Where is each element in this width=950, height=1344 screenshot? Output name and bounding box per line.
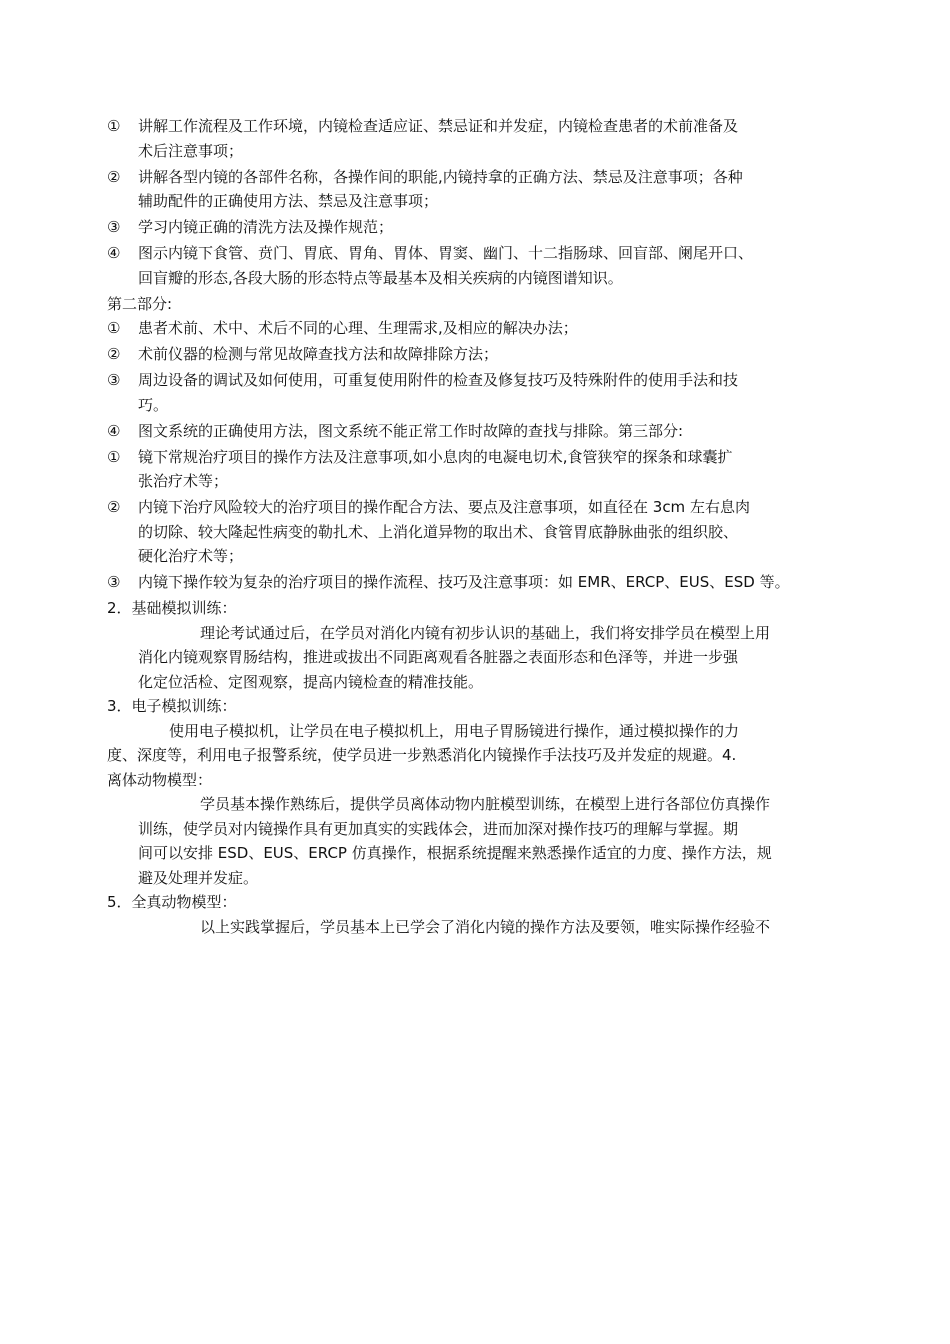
item-number: ④ [107, 421, 121, 440]
paragraph-line: 训练，使学员对内镜操作具有更加真实的实践体会，进而加深对操作技巧的理解与掌握。期 [138, 819, 739, 838]
section2-paragraph [107, 621, 847, 695]
item-line: 镜下常规治疗项目的操作方法及注意事项,如小息肉的电凝电切术,食管狭窄的探条和球囊扩 [138, 447, 733, 466]
item-number: ③ [107, 371, 121, 389]
paragraph-line: 使用电子模拟机，让学员在电子模拟机上，用电子胃肠镜进行操作，通过模拟操作的力 [169, 721, 740, 740]
item-line: 学习内镜正确的清洗方法及操作规范； [138, 218, 394, 236]
part2-heading: 第二部分: [107, 294, 173, 313]
document-body [107, 114, 847, 939]
list-item [107, 241, 847, 290]
list-item [107, 316, 847, 341]
paragraph-line: 避及处理并发症。 [138, 868, 259, 887]
item-number: ③ [107, 218, 121, 236]
paragraph-line: 离体动物模型： [107, 770, 213, 789]
list-item [107, 495, 847, 569]
section5-paragraph [107, 915, 847, 940]
list-item [107, 165, 847, 214]
item-line: 回盲瓣的形态,各段大肠的形态特点等最基本及相关疾病的内镜图谱知识。 [138, 268, 623, 287]
list-item [107, 342, 847, 367]
item-line: 图示内镜下食管、贲门、胃底、胃角、胃体、胃窦、幽门、十二指肠球、回盲部、阑尾开口、 [138, 244, 754, 262]
item-line: 周边设备的调试及如何使用，可重复使用附件的检查及修复技巧及特殊附件的使用手法和技 [138, 371, 739, 389]
paragraph-line: 化定位活检、定图观察，提高内镜检查的精准技能。 [138, 672, 484, 691]
paragraph-line: 间可以安排 ESD、EUS、ERCP 仿真操作，根据系统提醒来熟悉操作适宜的力度、操作方法，规 [138, 844, 772, 862]
list-item [107, 445, 847, 494]
item-number: ④ [107, 244, 121, 262]
item-number: ② [107, 345, 121, 363]
list-item [107, 419, 847, 444]
section3-heading: 3．电子模拟训练： [107, 697, 237, 715]
item-line: 术前仪器的检测与常见故障查找方法和故障排除方法； [138, 345, 499, 363]
item-number: ③ [107, 573, 121, 591]
item-line: 的切除、较大隆起性病变的勒扎术、上消化道异物的取出术、食管胃底静脉曲张的组织胶、 [138, 522, 739, 541]
item-line: 讲解工作流程及工作环境，内镜检查适应证、禁忌证和并发症，内镜检查患者的术前准备及 [138, 117, 739, 135]
section3-paragraph [107, 719, 847, 793]
item-line: 巧。 [138, 395, 169, 414]
paragraph-line: 度、深度等，利用电子报警系统，使学员进一步熟悉消化内镜操作手法技巧及并发症的规避。4. [107, 746, 737, 764]
item-line: 患者术前、术中、术后不同的心理、生理需求,及相应的解决办法； [138, 319, 578, 337]
item-line: 硬化治疗术等； [138, 547, 244, 565]
list-item [107, 368, 847, 417]
list-item [107, 215, 847, 240]
item-line: 辅助配件的正确使用方法、禁忌及注意事项； [138, 192, 439, 210]
section2-heading: 2．基础模拟训练： [107, 599, 237, 617]
paragraph-line: 学员基本操作熟练后，提供学员离体动物内脏模型训练，在模型上进行各部位仿真操作 [200, 795, 771, 813]
paragraph-line: 以上实践掌握后，学员基本上已学会了消化内镜的操作方法及要领，唯实际操作经验不 [200, 917, 771, 936]
item-number: ① [107, 319, 121, 337]
item-number: ② [107, 498, 121, 516]
item-line: 讲解各型内镜的各部件名称，各操作间的职能,内镜持拿的正确方法、禁忌及注意事项；各种 [138, 167, 743, 186]
item-line: 内镜下治疗风险较大的治疗项目的操作配合方法、要点及注意事项，如直径在 3cm 左右息肉 [138, 498, 750, 516]
item-line: 图文系统的正确使用方法，图文系统不能正常工作时故障的查找与排除。第三部分: [138, 421, 684, 440]
item-number: ① [107, 117, 121, 135]
item-line: 张治疗术等； [138, 472, 229, 490]
item-number: ① [107, 447, 121, 466]
paragraph-line: 理论考试通过后，在学员对消化内镜有初步认识的基础上，我们将安排学员在模型上用 [200, 623, 771, 642]
paragraph-line: 消化内镜观察胃肠结构，推进或拔出不同距离观看各脏器之表面形态和色泽等，并进一步强 [138, 648, 739, 666]
item-line: 内镜下操作较为复杂的治疗项目的操作流程、技巧及注意事项：如 EMR、ERCP、EUS、ESD 等。 [138, 573, 790, 591]
item-number: ② [107, 167, 121, 186]
list-item [107, 570, 847, 595]
item-line: 术后注意事项； [138, 141, 244, 160]
part1-list [107, 114, 847, 290]
part2-list [107, 316, 847, 443]
list-item [107, 114, 847, 163]
section5-heading: 5．全真动物模型： [107, 893, 237, 911]
section4-paragraph [107, 792, 847, 890]
part3-list [107, 445, 847, 595]
